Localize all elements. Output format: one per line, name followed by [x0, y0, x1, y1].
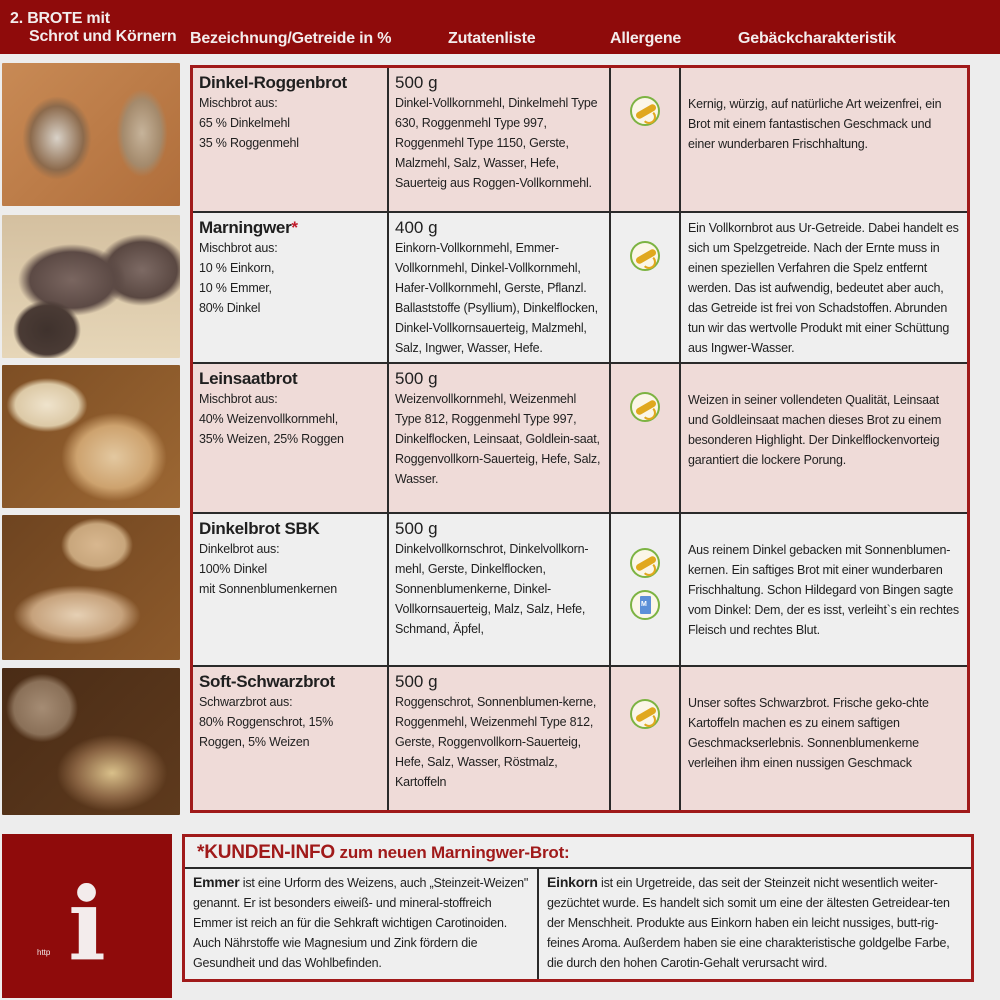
- description-text: Ein Vollkornbrot aus Ur-Getreide. Dabei handelt es sich um Spelzgetreide. Nach der Ernte muss in einen speziellen Verfahren die Spelz entfernt werden. Das ist aufwendig, bedeutet aber auch, das Getreide ist frei von Schadstoffen. Abrunden tun wir das wertvolle Produkt mit einer Schüttung aus Ingwer-Wasser.: [688, 221, 959, 355]
- table-row: [193, 667, 967, 810]
- info-icon: i: [68, 865, 106, 983]
- asterisk-marker: *: [291, 218, 298, 237]
- bread-name: Leinsaatbrot: [199, 369, 298, 388]
- ingredients-cell: [387, 667, 609, 810]
- ingredients-text: Roggenschrot, Sonnenblumen-kerne, Roggenmehl, Weizenmehl Type 812, Gerste, Roggenvollkorn-Sauerteig, Hefe, Salz, Wasser, Röstmalz, Kartoffeln: [395, 695, 597, 789]
- composition-line: Roggen, 5% Weizen: [199, 735, 310, 749]
- ingredients-text: Einkorn-Vollkornmehl, Emmer-Vollkornmehl, Dinkel-Vollkornmehl, Hafer-Vollkornmehl, Gerste, Pflanzl. Ballaststoffe (Psyllium), Dinkelflocken, Dinkel-Vollkornsauerteig, Malzmehl, Salz, Ingwer, Wasser, Hefe.: [395, 241, 598, 355]
- description-cell: [679, 364, 967, 512]
- composition-line: Mischbrot aus:: [199, 392, 278, 406]
- bread-photo-leinsaatbrot: [2, 365, 180, 508]
- allergens-cell: [609, 514, 679, 665]
- section-title: [10, 10, 177, 46]
- einkorn-info: Einkorn ist ein Urgetreide, das seit der Steinzeit nicht wesentlich weiter-gezüchtet wurde. Es handelt sich somit um eine der ältesten Getreidear-ten der Menschheit. Produkte aus Einkorn haben ein leicht nussiges, butt-rig-feines Aroma. Außerdem haben sie eine charakteristische goldgelbe Farbe, die durch den hohen Carotin-Gehalt verursacht wird.: [537, 869, 971, 979]
- allergens-cell: [609, 68, 679, 211]
- bread-name: Dinkel-Roggenbrot: [199, 73, 347, 92]
- ingredients-cell: [387, 364, 609, 512]
- composition-line: Dinkelbrot aus:: [199, 542, 280, 556]
- composition-line: 35 % Roggenmehl: [199, 136, 299, 150]
- section-title-line2: Schrot und Körnern: [29, 28, 177, 45]
- composition-line: mit Sonnenblumenkernen: [199, 582, 338, 596]
- bread-photo-marningwer: [2, 215, 180, 358]
- description-text: Weizen in seiner vollendeten Qualität, Leinsaat und Goldleinsaat machen dieses Brot zu einem besonderen Highlight. Der Dinkelflockenvorteig garantiert die lockere Porung.: [688, 393, 942, 467]
- allergens-cell: [609, 364, 679, 512]
- table-row: [193, 68, 967, 213]
- name-cell: [193, 667, 387, 810]
- customer-info-box: [182, 834, 974, 982]
- ingredients-cell: [387, 514, 609, 665]
- composition-line: 65 % Dinkelmehl: [199, 116, 290, 130]
- column-header-allergens: Allergene: [610, 30, 682, 47]
- column-header-characteristics: Gebäckcharakteristik: [738, 30, 896, 47]
- customer-info-title: *KUNDEN-INFO zum neuen Marningwer-Brot:: [185, 837, 971, 869]
- ingredients-text: Weizenvollkornmehl, Weizenmehl Type 812, Roggenmehl Type 997, Dinkelflocken, Leinsaat, Goldlein-saat, Roggenvollkorn-Sauerteig, Hefe, Salz, Wasser.: [395, 392, 601, 486]
- bread-name: Soft-Schwarzbrot: [199, 672, 335, 691]
- description-text: Kernig, würzig, auf natürliche Art weizenfrei, ein Brot mit einem fantastischen Geschmack und einer wunderbaren Frischhaltung.: [688, 97, 942, 151]
- column-header-ingredients: Zutatenliste: [448, 30, 536, 47]
- ingredients-text: Dinkelvollkornschrot, Dinkelvollkorn-mehl, Gerste, Dinkelflocken, Sonnenblumenkerne, Dinkel-Vollkornsauerteig, Malz, Salz, Hefe, Schmand, Äpfel,: [395, 542, 589, 636]
- composition-line: 10 % Emmer,: [199, 281, 272, 295]
- gluten-icon: [630, 699, 660, 729]
- ingredients-cell: [387, 68, 609, 211]
- gluten-icon: [630, 548, 660, 578]
- emmer-info: Emmer ist eine Urform des Weizens, auch „Steinzeit-Weizen" genannt. Er ist besonders eiweiß- und mineral-stoffreich Emmer ist reich an für die Sehkraft wichtigen Carotinoiden. Auch Nährstoffe wie Magnesium und Zink fördern die Gesundheit und das Wohlbefinden.: [193, 874, 529, 970]
- description-cell: [679, 213, 967, 362]
- description-text: Aus reinem Dinkel gebacken mit Sonnenblumen-kernen. Ein saftiges Brot mit einer wunderbaren Frischhaltung. Schon Hildegard von Bingen sagte vom Dinkel: Dem, der es isst, verleiht`s ein rechtes Fleisch und rechtes Blut.: [688, 543, 959, 637]
- name-cell: [193, 514, 387, 665]
- description-cell: [679, 667, 967, 810]
- bread-name: Marningwer*: [199, 218, 298, 237]
- ingredients-text: Dinkel-Vollkornmehl, Dinkelmehl Type 630, Roggenmehl Type 997, Roggenmehl Type 1150, Gerste, Malzmehl, Salz, Wasser, Hefe, Sauerteig aus Roggen-Vollkornmehl.: [395, 96, 598, 190]
- name-cell: [193, 213, 387, 362]
- composition-line: 80% Dinkel: [199, 301, 261, 315]
- composition-line: Mischbrot aus:: [199, 241, 278, 255]
- bread-weight: 500 g: [395, 369, 438, 388]
- table-row: [193, 213, 967, 364]
- allergens-cell: [609, 667, 679, 810]
- header-bar: [0, 0, 1000, 54]
- watermark-text: http: [37, 948, 51, 957]
- name-cell: [193, 68, 387, 211]
- description-text: Unser softes Schwarzbrot. Frische geko-chte Kartoffeln machen es zu einem saftigen Geschmackserlebnis. Sonnenblumenkerne verleihen ihm einen nussigen Geschmack: [688, 696, 929, 770]
- table-row: [193, 364, 967, 514]
- column-header-name: Bezeichnung/Getreide in %: [190, 30, 392, 47]
- bread-weight: 500 g: [395, 519, 438, 538]
- ingredients-cell: [387, 213, 609, 362]
- bread-weight: 500 g: [395, 672, 438, 691]
- description-cell: [679, 514, 967, 665]
- gluten-icon: [630, 392, 660, 422]
- bread-photo-dinkel-roggenbrot: [2, 63, 180, 206]
- composition-line: 10 % Einkorn,: [199, 261, 275, 275]
- section-title-line1: 2. BROTE mit: [10, 10, 110, 27]
- bread-weight: 500 g: [395, 73, 438, 92]
- table-row: [193, 514, 967, 667]
- composition-line: 80% Roggenschrot, 15%: [199, 715, 334, 729]
- composition-line: 100% Dinkel: [199, 562, 267, 576]
- bread-photo-soft-schwarzbrot: [2, 668, 180, 815]
- info-panel: [2, 834, 172, 998]
- bread-table: [190, 65, 970, 813]
- composition-line: Schwarzbrot aus:: [199, 695, 293, 709]
- composition-line: 40% Weizenvollkornmehl,: [199, 412, 338, 426]
- gluten-icon: [630, 96, 660, 126]
- composition-line: Mischbrot aus:: [199, 96, 278, 110]
- bread-name: Dinkelbrot SBK: [199, 519, 320, 538]
- gluten-icon: [630, 241, 660, 271]
- allergens-cell: [609, 213, 679, 362]
- milk-icon: [630, 590, 660, 620]
- bread-photo-dinkelbrot-sbk: [2, 515, 180, 660]
- bread-weight: 400 g: [395, 218, 438, 237]
- name-cell: [193, 364, 387, 512]
- composition-line: 35% Weizen, 25% Roggen: [199, 432, 344, 446]
- description-cell: [679, 68, 967, 211]
